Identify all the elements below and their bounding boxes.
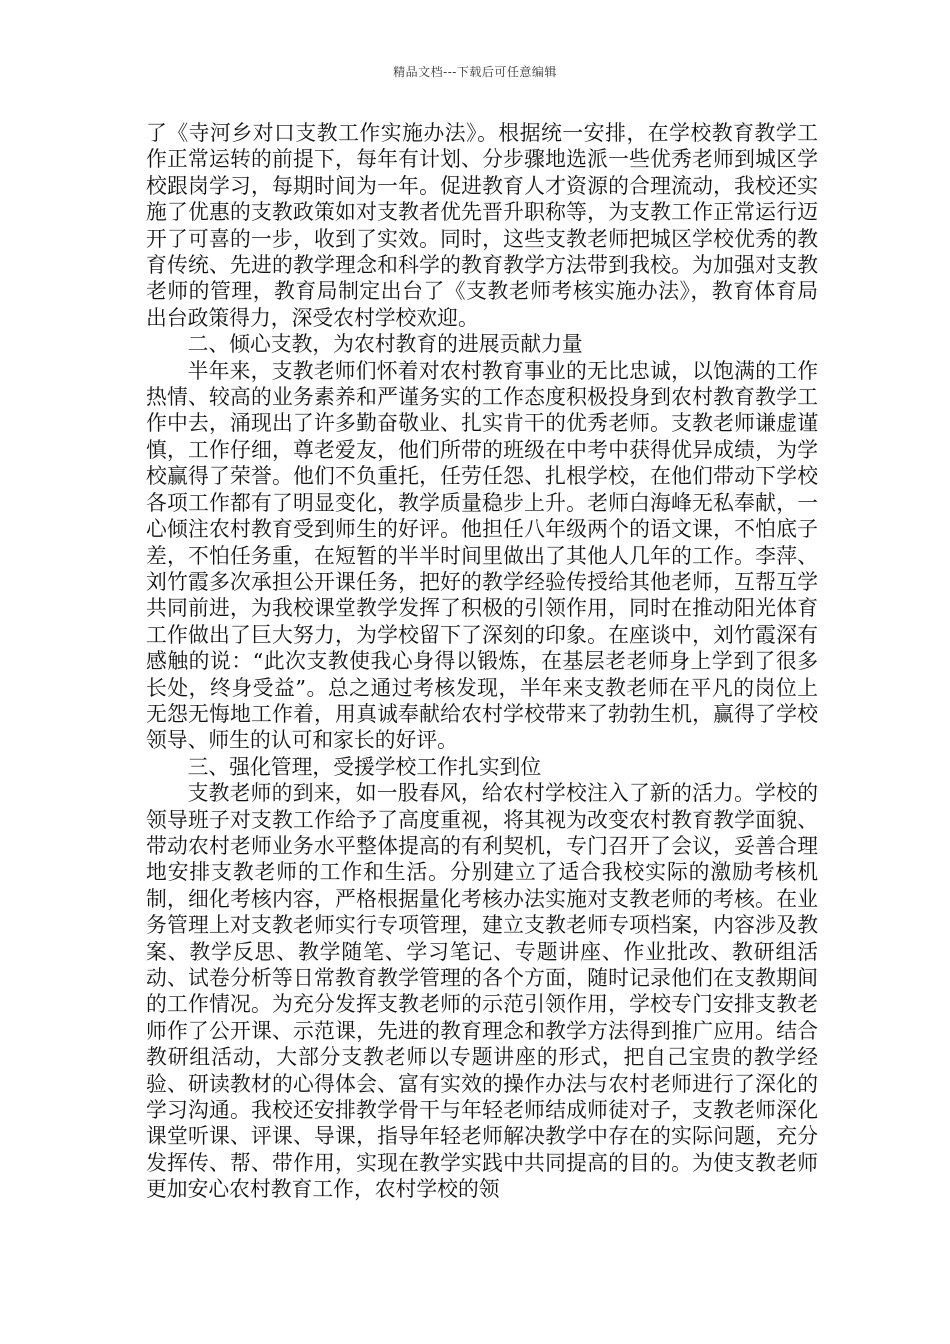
document-body — [146, 120, 818, 1203]
paragraph-teacher-dedication: 半年来，支教老师们怀着对农村教育事业的无比忠诚，以饱满的工作热情、较高的业务素养和严谨务实的工作态度积极投身到农村教育教学工作中去，涌现出了许多勤奋敬业、扎实肯干的优秀老师。支教老师谦虚谨慎，工作仔细，尊老爱友，他们所带的班级在中考中获得优异成绩，为学校赢得了荣誉。他们不负重托，任劳任怨、扎根学校，在他们带动下学校各项工作都有了明显变化，教学质量稳步上升。老师白海峰无私奉献，一心倾注农村教育受到师生的好评。他担任八年级两个的语文课，不怕底子差，不怕任务重，在短暂的半半时间里做出了其他人几年的工作。李萍、刘竹霞多次承担公开课任务，把好的教学经验传授给其他老师，互帮互学共同前进，为我校课堂教学发挥了积极的引领作用，同时在推动阳光体育工作做出了巨大努力，为学校留下了深刻的印象。在座谈中，刘竹霞深有感触的说：“此次支教使我心身得以锻炼，在基层老老师身上学到了很多长处，终身受益”。总之通过考核发现，半年来支教老师在平凡的岗位上无怨无悔地工作着，用真诚奉献给农村学校带来了勃勃生机，赢得了学校领导、师生的认可和家长的好评。 — [146, 358, 818, 753]
paragraph-management: 支教老师的到来，如一股春风，给农村学校注入了新的活力。学校的领导班子对支教工作给予了高度重视，将其视为改变农村教育教学面貌、带动农村老师业务水平整体提高的有利契机，专门召开了会议，妥善合理地安排支教老师的工作和生活。分别建立了适合我校实际的激励考核机制，细化考核内容，严格根据量化考核办法实施对支教老师的考核。在业务管理上对支教老师实行专项管理，建立支教老师专项档案，内容涉及教案、教学反思、教学随笔、学习笔记、专题讲座、作业批改、教研组活动、试卷分析等日常教育教学管理的各个方面，随时记录他们在支教期间的工作情况。为充分发挥支教老师的示范引领作用，学校专门安排支教老师作了公开课、示范课，先进的教育理念和教学方法得到推广应用。结合教研组活动，大部分支教老师以专题讲座的形式，把自己宝贵的教学经验、研读教材的心得体会、富有实效的操作办法与农村老师进行了深化的学习沟通。我校还安排教学骨干与年轻老师结成师徒对子，支教老师深化课堂听课、评课、导课，指导年轻老师解决教学中存在的实际问题，充分发挥传、帮、带作用，实现在教学实践中共同提高的目的。为使支教老师更加安心农村教育工作，农村学校的领 — [146, 781, 818, 1202]
page-header: 精品文档---下载后可任意编辑 — [393, 65, 557, 79]
section-heading-2: 二、倾心支教，为农村教育的进展贡献力量 — [187, 332, 583, 357]
paragraph-policy-intro: 了《寺河乡对口支教工作实施办法》。根据统一安排，在学校教育教学工作正常运转的前提下，每年有计划、分步骤地选派一些优秀老师到城区学校跟岗学习，每期时间为一年。促进教育人才资源的合理流动，我校还实施了优惠的支教政策如对支教者优先晋升职称等，为支教工作正常运行迈开了可喜的一步，收到了实效。同时，这些支教老师把城区学校优秀的教育传统、先进的教学理念和科学的教育教学方法带到我校。为加强对支教老师的管理，教育局制定出台了《支教老师考核实施办法》，教育体育局出台政策得力，深受农村学校欢迎。 — [146, 121, 818, 330]
section-heading-3: 三、强化管理，受援学校工作扎实到位 — [187, 754, 542, 779]
